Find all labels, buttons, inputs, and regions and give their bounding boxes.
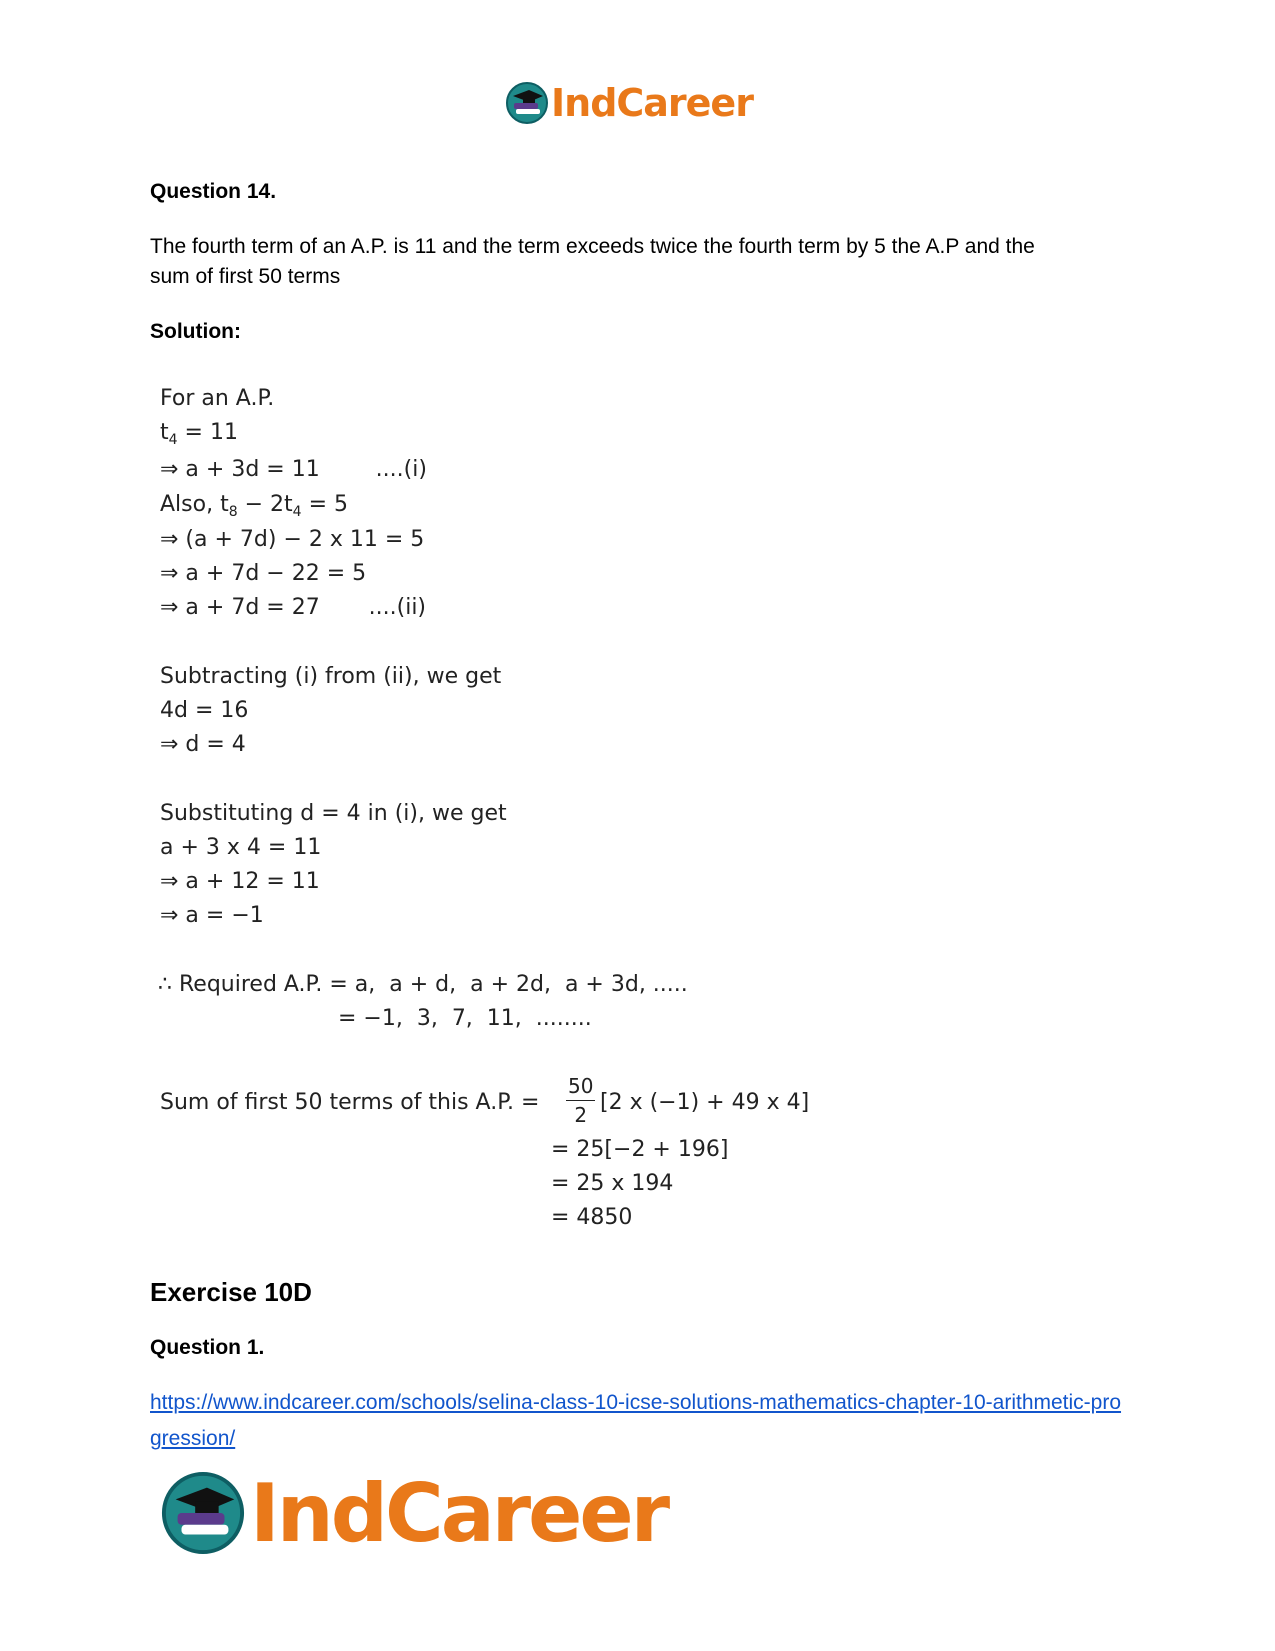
math-line: Also, $t_8 - 2t_4 = 5$: [160, 492, 349, 520]
question-heading: Question 14.: [150, 180, 277, 203]
question-text: [150, 232, 1130, 292]
math-line: ⇒ d = 4: [160, 732, 246, 757]
math-line: 4d = 16: [160, 698, 249, 723]
source-link[interactable]: https://www.indcareer.com/schools/selina-class-10-icse-solutions-mathematics-chapter-10-arithmetic-progression/: [150, 1391, 1122, 1450]
math-line: $t_4 = 11$: [160, 420, 238, 448]
math-line: Sum of first 50 terms of this A.P. =: [160, 1090, 540, 1115]
math-line: ⇒ a = −1: [160, 903, 264, 928]
math-line: [2 x (−1) + 49 x 4]: [600, 1090, 810, 1115]
math-line: ⇒ a + 3d = 11 ....(i): [160, 457, 427, 482]
math-line: Substituting d = 4 in (i), we get: [160, 801, 507, 826]
exercise-heading: Exercise 10D: [150, 1277, 312, 1307]
fraction: [566, 1074, 595, 1127]
math-line: ∴ Required A.P. = a, a + d, a + 2d, a + 3d, .....: [158, 972, 688, 997]
question-text-line: The fourth term of an A.P. is 11 and the term exceeds twice the fourth term by 5 the A.P and the: [150, 235, 1035, 258]
brand-logo-bottom: [160, 1468, 667, 1558]
math-line: = 4850: [551, 1205, 633, 1230]
math-line: ⇒ a + 12 = 11: [160, 869, 320, 894]
brand-name: IndCareer: [551, 81, 753, 125]
math-line: For an A.P.: [160, 386, 275, 411]
math-line: = 25 x 194: [551, 1171, 674, 1196]
math-line: = −1, 3, 7, 11, ........: [338, 1006, 592, 1031]
fraction-denominator: 2: [574, 1103, 588, 1127]
math-line: a + 3 x 4 = 11: [160, 835, 322, 860]
graduation-book-icon: [505, 81, 549, 125]
math-line: Subtracting (i) from (ii), we get: [160, 664, 502, 689]
math-line: ⇒ a + 7d = 27 ....(ii): [160, 595, 427, 620]
graduation-book-icon: [160, 1470, 246, 1556]
fraction-bar: [566, 1100, 595, 1101]
brand-logo-top: [505, 78, 753, 128]
solution-label: Solution:: [150, 320, 241, 343]
math-line: ⇒ (a + 7d) − 2 x 11 = 5: [160, 527, 425, 552]
question-text-line: sum of first 50 terms: [150, 265, 341, 288]
question-heading: Question 1.: [150, 1336, 265, 1359]
brand-name: IndCareer: [250, 1466, 668, 1560]
math-line: = 25[−2 + 196]: [551, 1137, 729, 1162]
fraction-numerator: 50: [568, 1074, 594, 1098]
math-line: ⇒ a + 7d − 22 = 5: [160, 561, 367, 586]
